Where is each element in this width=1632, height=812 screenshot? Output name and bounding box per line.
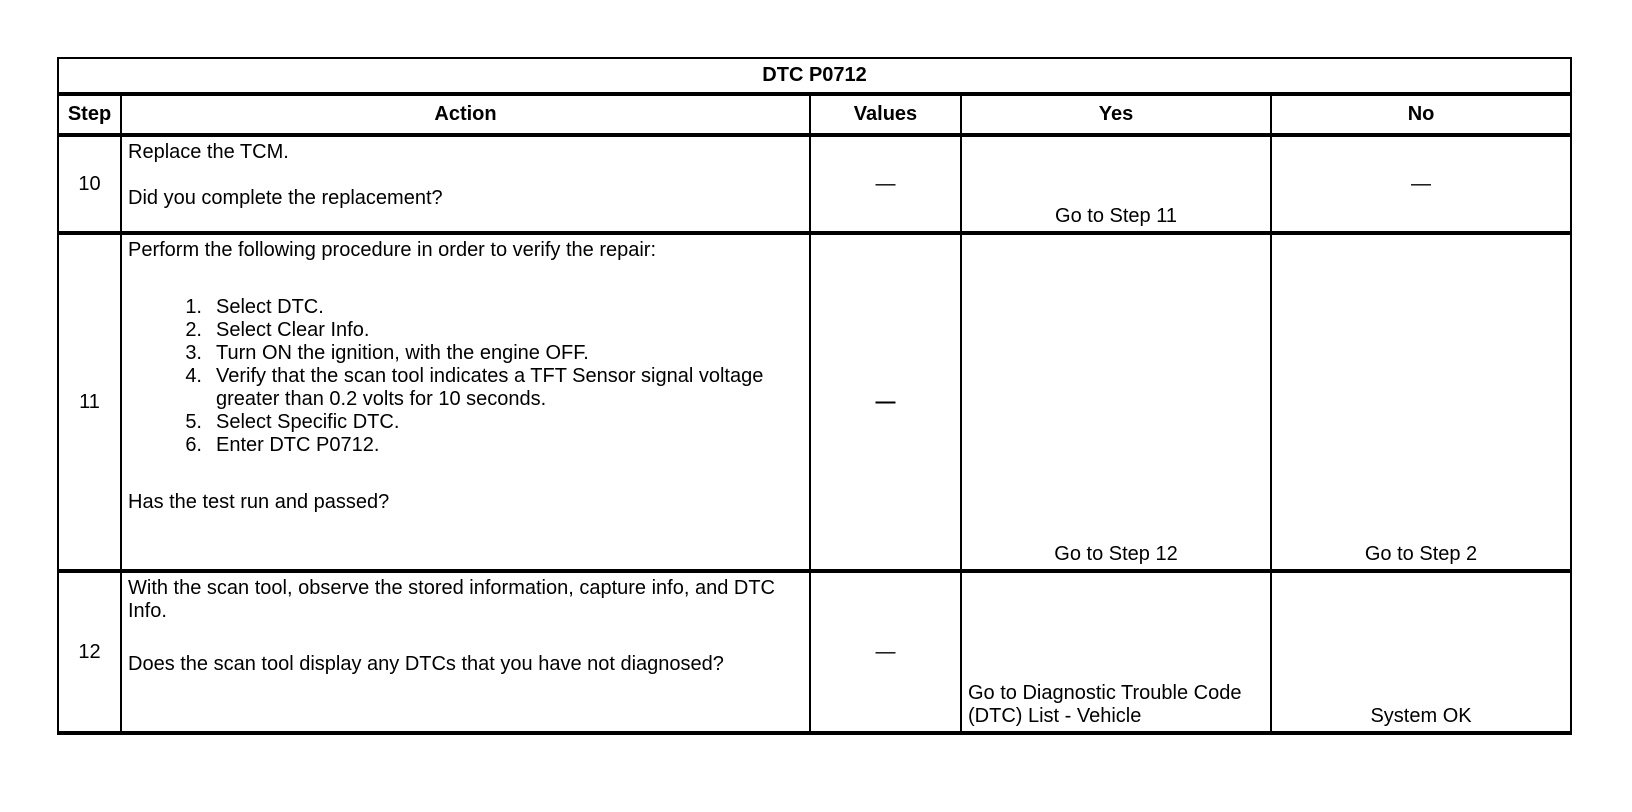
step-number: 10 — [58, 135, 121, 233]
procedure-item: 2. Select Clear Info. — [185, 319, 370, 341]
action-intro: With the scan tool, observe the stored information, capture info, and DTC Info. — [128, 577, 775, 622]
header-values: Values — [810, 94, 961, 135]
yes-cell: Go to Diagnostic Trouble Code (DTC) List - Vehicle — [961, 571, 1271, 733]
procedure-item: 1. Select DTC. — [185, 296, 324, 318]
action-cell — [121, 135, 810, 233]
action-intro: Perform the following procedure in order to verify the repair: — [128, 239, 657, 261]
table-row — [58, 135, 1571, 233]
action-question: Has the test run and passed? — [128, 491, 390, 513]
table-title-row — [58, 58, 1571, 94]
header-action: Action — [121, 94, 810, 135]
values-cell: — — [810, 233, 961, 571]
yes-cell: Go to Step 12 — [961, 233, 1271, 571]
procedure-item: 3. Turn ON the ignition, with the engine OFF. — [185, 342, 589, 364]
header-step: Step — [58, 94, 121, 135]
dtc-table — [57, 57, 1572, 735]
procedure-item: 6. Enter DTC P0712. — [185, 434, 380, 456]
header-yes: Yes — [961, 94, 1271, 135]
values-cell: — — [810, 571, 961, 733]
yes-cell: Go to Step 11 — [961, 135, 1271, 233]
action-question: Did you complete the replacement? — [128, 187, 443, 209]
step-number: 11 — [58, 233, 121, 571]
procedure-list — [128, 296, 803, 457]
no-cell: Go to Step 2 — [1271, 233, 1571, 571]
table-title: DTC P0712 — [58, 58, 1571, 94]
no-cell: System OK — [1271, 571, 1571, 733]
procedure-item: 4. Verify that the scan tool indicates a TFT Sensor signal voltage greater than 0.2 volts for 10 seconds. — [185, 365, 764, 410]
table-row — [58, 233, 1571, 571]
procedure-item: 5. Select Specific DTC. — [185, 411, 400, 433]
action-cell — [121, 571, 810, 733]
values-cell: — — [810, 135, 961, 233]
action-cell — [121, 233, 810, 571]
step-number: 12 — [58, 571, 121, 733]
action-intro: Replace the TCM. — [128, 141, 289, 163]
header-no: No — [1271, 94, 1571, 135]
action-question: Does the scan tool display any DTCs that you have not diagnosed? — [128, 653, 724, 675]
column-header-row — [58, 94, 1571, 135]
table-row — [58, 571, 1571, 733]
no-cell: — — [1271, 135, 1571, 233]
